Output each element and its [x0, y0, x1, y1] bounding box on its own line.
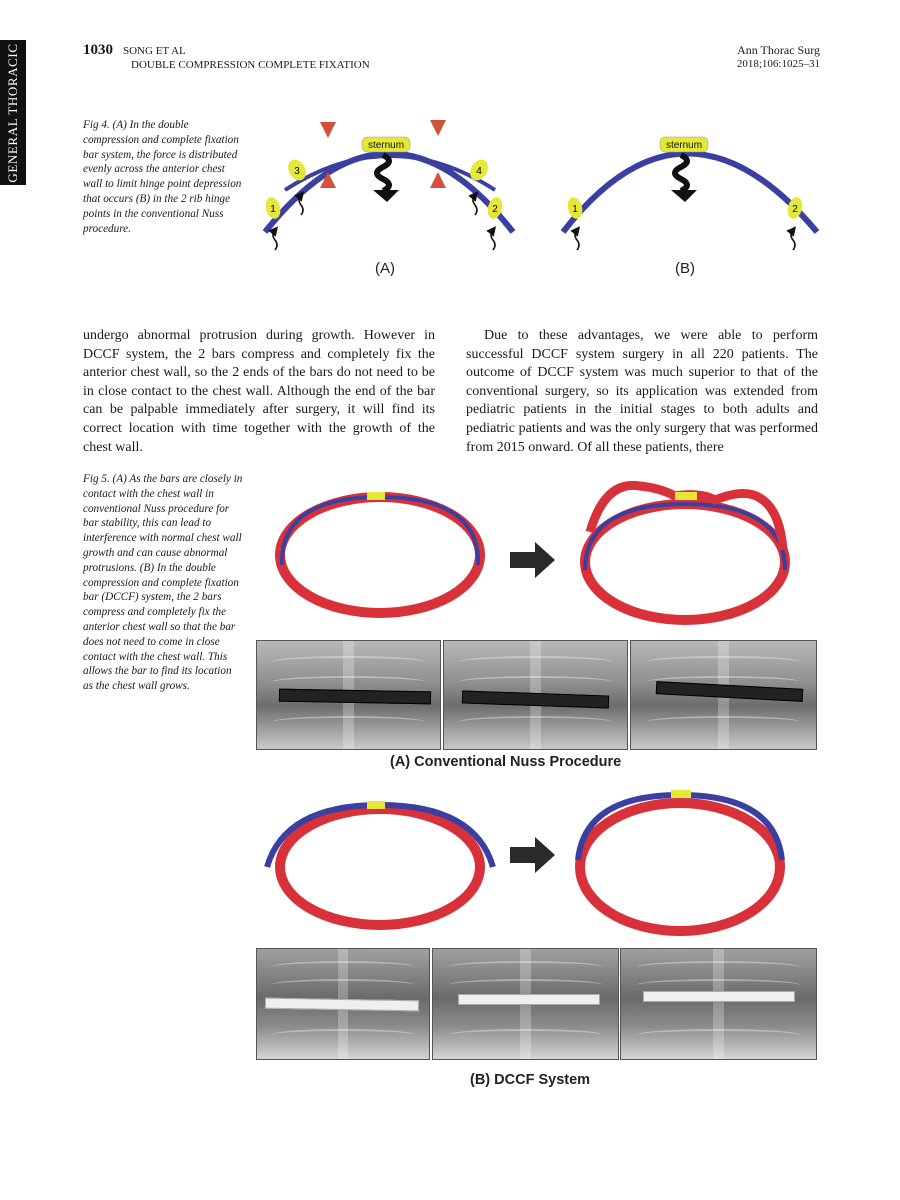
- chest-ring-a-before: [280, 497, 480, 613]
- marker-4-label: 4: [476, 166, 482, 177]
- xray-a-1: [256, 640, 441, 750]
- header-citation: 2018;106:1025–31: [736, 58, 820, 70]
- body-column-right: [466, 327, 818, 457]
- fig5-a-diagram: [255, 470, 815, 635]
- fig4-caption: Fig 4. (A) In the double compression and complete fixation bar system, the force is distributed evenly across the anterior chest wall to limit hinge point depression that occurs (B) in the 2 rib hinge points in the conventional Nuss procedure.: [83, 119, 242, 235]
- nuss-bar-1: [279, 689, 431, 705]
- force-arrowhead-b: [671, 190, 697, 202]
- sternum-a-before: [367, 492, 385, 500]
- sternum-a-after: [675, 492, 697, 500]
- dccf-bar-1: [265, 998, 419, 1012]
- sternum-label: sternum: [367, 140, 405, 151]
- body-column-left: [83, 327, 435, 457]
- sternum-b-after: [671, 790, 691, 798]
- up-arrow-b-2: [791, 230, 795, 250]
- chest-ring-b-before: [280, 809, 480, 925]
- page-number: 1030: [83, 42, 113, 58]
- force-arrow-b: [675, 155, 687, 191]
- fig5-label-b: (B) DCCF System: [470, 1072, 591, 1088]
- header-authors: SONG ET AL: [123, 45, 186, 57]
- header-journal: Ann Thorac Surg: [737, 43, 820, 57]
- chest-ring-b-after: [580, 803, 780, 931]
- up-arrow-2: [491, 230, 495, 250]
- nuss-bar-2: [462, 690, 609, 708]
- running-header-right: [737, 43, 820, 71]
- marker-2-label: 2: [492, 204, 498, 215]
- up-arrow-1: [273, 230, 277, 250]
- fig5-b-diagram: [255, 785, 815, 945]
- xray-b-3: [620, 948, 817, 1060]
- up-arrow-b-1: [575, 230, 579, 250]
- fig4-diagram: [255, 110, 835, 285]
- xray-b-1: [256, 948, 430, 1060]
- section-side-tab-label: GENERAL THORACIC: [5, 42, 20, 183]
- running-header-left: [83, 43, 370, 72]
- dccf-bar-3: [643, 991, 795, 1002]
- progress-arrow-b: [510, 837, 555, 873]
- force-arrow: [377, 155, 389, 191]
- fig5-label-a: (A) Conventional Nuss Procedure: [390, 754, 622, 770]
- header-running-title: DOUBLE COMPRESSION COMPLETE FIXATION: [131, 59, 370, 71]
- section-side-tab: [0, 40, 26, 185]
- fig4-panel-a: [263, 120, 513, 277]
- xray-a-3: [630, 640, 817, 750]
- fig5-caption: Fig 5. (A) As the bars are closely in contact with the chest wall in conventional Nuss procedure for bar stability, this can lead to interference with normal chest wall growth and can cause abnormal protrusions. (B) In the double compression and complete fixation bar (DCCF) system, the 2 bars compress and completely fix the anterior chest wall so that the bar does not need to come in close contact with the chest wall. This allows the bar to find its location as the chest wall grows.: [83, 473, 243, 693]
- progress-arrow-a: [510, 542, 555, 578]
- body-paragraph-right: Due to these advantages, we were able to perform successful DCCF system surgery in all 220 patients. The outcome of DCCF system was much superior to that of the conventional surgery, so its application was extended from pediatric patients in the initial stages to both adults and pediatric patients and was the only surgery that was performed from 2015 onward. Of all these patients, there: [466, 328, 818, 455]
- red-arrow-down-right: [430, 120, 446, 136]
- dccf-bar-2: [458, 994, 600, 1005]
- body-paragraph-left: undergo abnormal protrusion during growth. However in DCCF system, the 2 bars compress and completely fix the anterior chest wall, so the 2 ends of the bars do not need to be in close contact to the chest wall. Although the end of the bar can be palpable immediately after surgery, it will find its correct location with time together with the growth of the chest wall.: [83, 328, 435, 455]
- force-arrowhead: [373, 190, 399, 202]
- marker-3-label: 3: [294, 166, 300, 177]
- up-arrow-4: [473, 195, 477, 215]
- xray-a-2: [443, 640, 628, 750]
- red-arrow-down-left: [320, 122, 336, 138]
- marker-b-2-label: 2: [792, 204, 798, 215]
- sternum-b-before: [367, 801, 385, 809]
- marker-1-label: 1: [270, 204, 276, 215]
- fig4-panel-b: [563, 137, 817, 277]
- marker-b-1-label: 1: [572, 204, 578, 215]
- chest-ring-a-after: [585, 504, 785, 620]
- fig4-panel-b-label: (B): [675, 260, 695, 277]
- fig4-panel-a-label: (A): [375, 260, 395, 277]
- red-arrow-up-right: [430, 172, 446, 188]
- xray-b-2: [432, 948, 619, 1060]
- sternum-label-b: sternum: [665, 140, 703, 151]
- up-arrow-3: [299, 195, 303, 215]
- bar-a-after: [585, 504, 785, 570]
